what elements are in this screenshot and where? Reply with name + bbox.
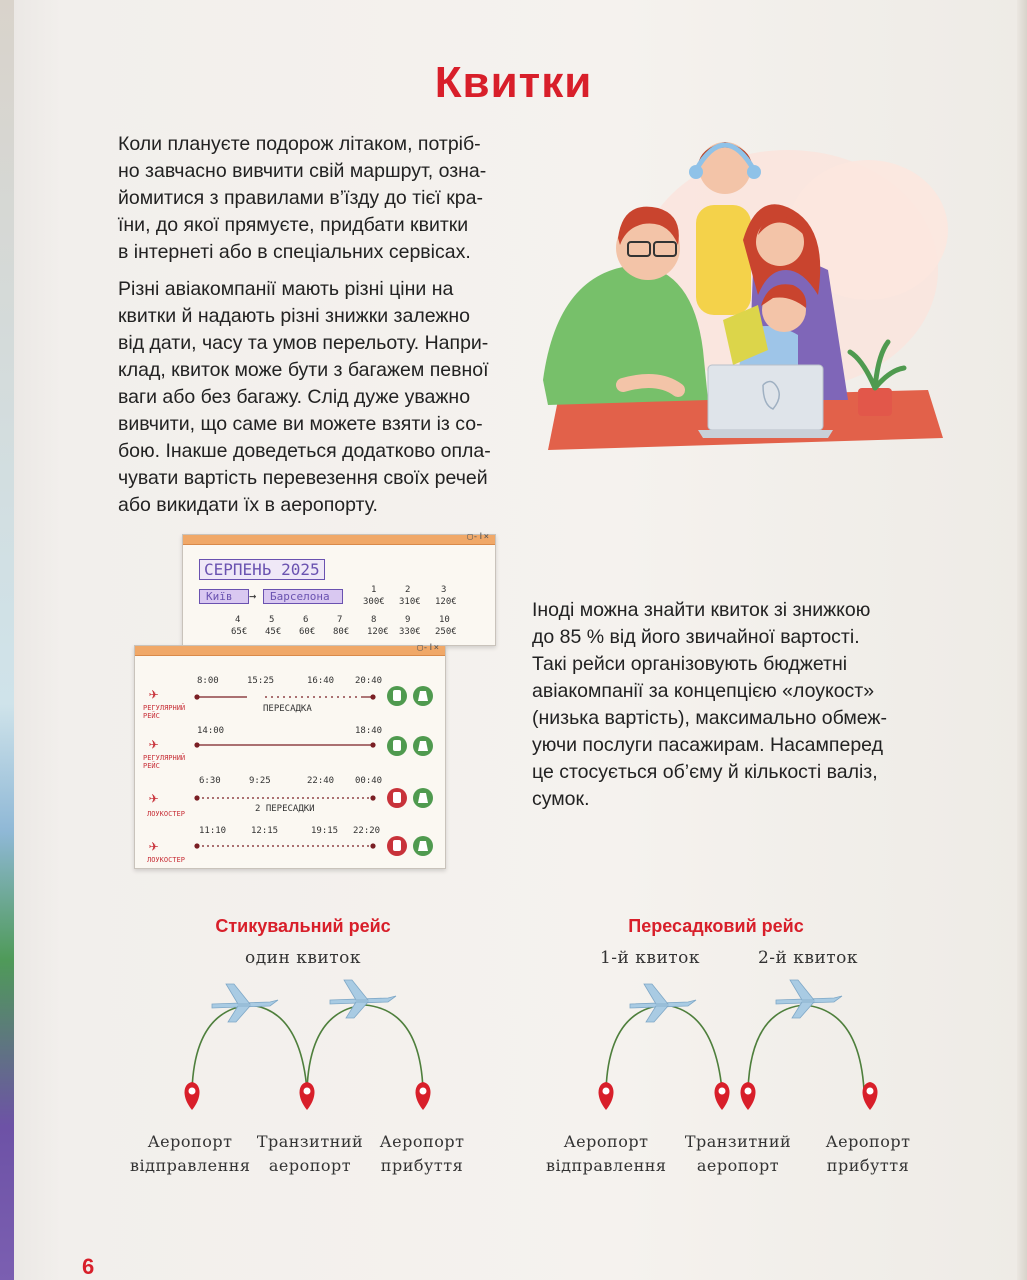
flight-time: 9:25 xyxy=(249,776,271,786)
paragraph-line: клад, квиток може бути з багажем певної xyxy=(118,359,489,381)
day: 10 xyxy=(439,615,450,625)
day: 5 xyxy=(269,615,275,625)
airlines-paragraph xyxy=(118,276,528,519)
flight-label: ЛОУКОСТЕР xyxy=(147,810,185,818)
paragraph-line: вивчити, що саме ви можете взяти із со- xyxy=(118,413,483,435)
paragraph-line: (низька вартість), максимально обмеж- xyxy=(532,707,887,729)
flight-time: 00:40 xyxy=(355,776,383,786)
connecting-flight-title: Стикувальний рейс xyxy=(215,916,391,936)
arrow-icon: → xyxy=(249,589,257,603)
flight-label: РЕГУЛЯРНИЙ РЕЙС xyxy=(143,704,186,720)
price: 250€ xyxy=(435,627,457,637)
day: 1 xyxy=(371,585,377,595)
page-right-edge xyxy=(1017,0,1027,1280)
paragraph-line: це стосується об’єму й кількості валіз, xyxy=(532,761,878,783)
flight-time: 14:00 xyxy=(197,726,225,736)
price: 80€ xyxy=(333,627,350,637)
flight-time: 15:25 xyxy=(247,676,275,686)
plane-icon: ✈ xyxy=(149,836,159,855)
airport-transit xyxy=(250,1130,370,1178)
paragraph-line: від дати, часу та умов перельоту. Напри- xyxy=(118,332,489,354)
price: 120€ xyxy=(367,627,389,637)
page-title: Квитки xyxy=(434,58,593,107)
flight-label: ЛОУКОСТЕР xyxy=(147,856,185,864)
calendar-month: СЕРПЕНЬ 2025 xyxy=(199,559,325,580)
price: 65€ xyxy=(231,627,248,637)
flight-time: 18:40 xyxy=(355,726,383,736)
paragraph-line: йомитися з правилами в’їзду до тієї кра- xyxy=(118,187,483,209)
plane-icon: ✈ xyxy=(149,684,159,703)
price: 45€ xyxy=(265,627,282,637)
price: 60€ xyxy=(299,627,316,637)
airport-line: відправлення xyxy=(130,1156,251,1175)
airport-arrival xyxy=(808,1130,928,1178)
airport-departure xyxy=(130,1130,250,1178)
page-number: 6 xyxy=(82,1254,95,1279)
airport-arrival xyxy=(362,1130,482,1178)
window-title-bar xyxy=(183,532,495,545)
paragraph-line: в інтернеті або в спеціальних сервісах. xyxy=(118,241,471,263)
paragraph-line: но завчасно вивчити свій маршрут, озна- xyxy=(118,160,487,182)
airport-line: прибуття xyxy=(826,1156,910,1175)
paragraph-line: або викидати їх в аеропорту. xyxy=(118,494,378,516)
window-title-bar xyxy=(135,643,445,656)
airport-line: аеропорт xyxy=(696,1156,780,1175)
flight-time: 12:15 xyxy=(251,826,279,836)
plane-icon: ✈ xyxy=(149,788,159,807)
family-illustration xyxy=(528,120,958,460)
paragraph-line: ваги або без багажу. Слід дуже уважно xyxy=(118,386,471,408)
airport-line: аеропорт xyxy=(268,1156,352,1175)
flight-time: 22:40 xyxy=(307,776,335,786)
window-buttons: ▢-ǀ× xyxy=(467,532,489,542)
paragraph-line: Коли плануєте подорож літаком, потріб- xyxy=(118,133,481,155)
connecting-ticket-label: один квиток xyxy=(244,948,362,968)
airport-line: Транзитний xyxy=(256,1132,364,1151)
transfer-flight-diagram xyxy=(564,970,894,1120)
airport-line: Аеропорт xyxy=(825,1132,911,1151)
transfer-ticket-2: 2-й квиток xyxy=(757,948,859,968)
paragraph-line: бою. Інакше доведеться додатково опла- xyxy=(118,440,491,462)
paragraph-line: до 85 % від його звичайної вартості. xyxy=(532,626,860,648)
price: 310€ xyxy=(399,597,421,607)
calendar-window xyxy=(182,534,496,646)
window-buttons: ▢-ǀ× xyxy=(417,643,439,653)
price: 300€ xyxy=(363,597,385,607)
calendar-to: Барселона xyxy=(263,589,343,604)
flight-time: 20:40 xyxy=(355,676,383,686)
airport-departure xyxy=(546,1130,666,1178)
airport-line: Аеропорт xyxy=(379,1132,465,1151)
airport-line: прибуття xyxy=(380,1156,464,1175)
paragraph-line: чувати вартість перевезення своїх речей xyxy=(118,467,488,489)
page-left-edge xyxy=(0,0,14,1280)
connecting-flight-diagram xyxy=(150,970,480,1120)
paragraph-line: сумок. xyxy=(532,788,590,810)
lowcost-paragraph xyxy=(532,597,922,813)
flight-note: ПЕРЕСАДКА xyxy=(263,704,312,714)
airport-transit xyxy=(678,1130,798,1178)
plane-icon: ✈ xyxy=(149,734,159,753)
flight-time: 22:20 xyxy=(353,826,381,836)
paragraph-line: авіакомпанії за концепцією «лоукост» xyxy=(532,680,875,702)
flight-time: 8:00 xyxy=(197,676,219,686)
paragraph-line: уючи послуги пасажирам. Насамперед xyxy=(532,734,883,756)
airport-line: Транзитний xyxy=(684,1132,792,1151)
airport-line: Аеропорт xyxy=(147,1132,233,1151)
paragraph-line: квитки й надають різні знижки залежно xyxy=(118,305,470,327)
intro-paragraph xyxy=(118,131,528,266)
day: 3 xyxy=(441,585,447,595)
flights-window xyxy=(134,645,446,869)
flight-time: 19:15 xyxy=(311,826,339,836)
day: 9 xyxy=(405,615,411,625)
day: 4 xyxy=(235,615,241,625)
paragraph-line: їни, до якої прямуєте, придбати квитки xyxy=(118,214,469,236)
flight-label: РЕГУЛЯРНИЙ РЕЙС xyxy=(143,754,186,770)
flight-note: 2 ПЕРЕСАДКИ xyxy=(255,804,315,814)
price: 120€ xyxy=(435,597,457,607)
flight-time: 16:40 xyxy=(307,676,335,686)
calendar-from: Київ xyxy=(199,589,249,604)
paragraph-line: Такі рейси організовують бюджетні xyxy=(532,653,848,675)
price: 330€ xyxy=(399,627,421,637)
day: 2 xyxy=(405,585,411,595)
airport-line: відправлення xyxy=(546,1156,667,1175)
airport-line: Аеропорт xyxy=(563,1132,649,1151)
flight-time: 11:10 xyxy=(199,826,227,836)
paragraph-line: Різні авіакомпанії мають різні ціни на xyxy=(118,278,454,300)
flight-time: 6:30 xyxy=(199,776,221,786)
day: 8 xyxy=(371,615,377,625)
transfer-ticket-1: 1-й квиток xyxy=(599,948,701,968)
day: 7 xyxy=(337,615,343,625)
paragraph-line: Іноді можна знайти квиток зі знижкою xyxy=(532,599,871,621)
transfer-flight-title: Пересадковий рейс xyxy=(628,916,804,936)
day: 6 xyxy=(303,615,309,625)
